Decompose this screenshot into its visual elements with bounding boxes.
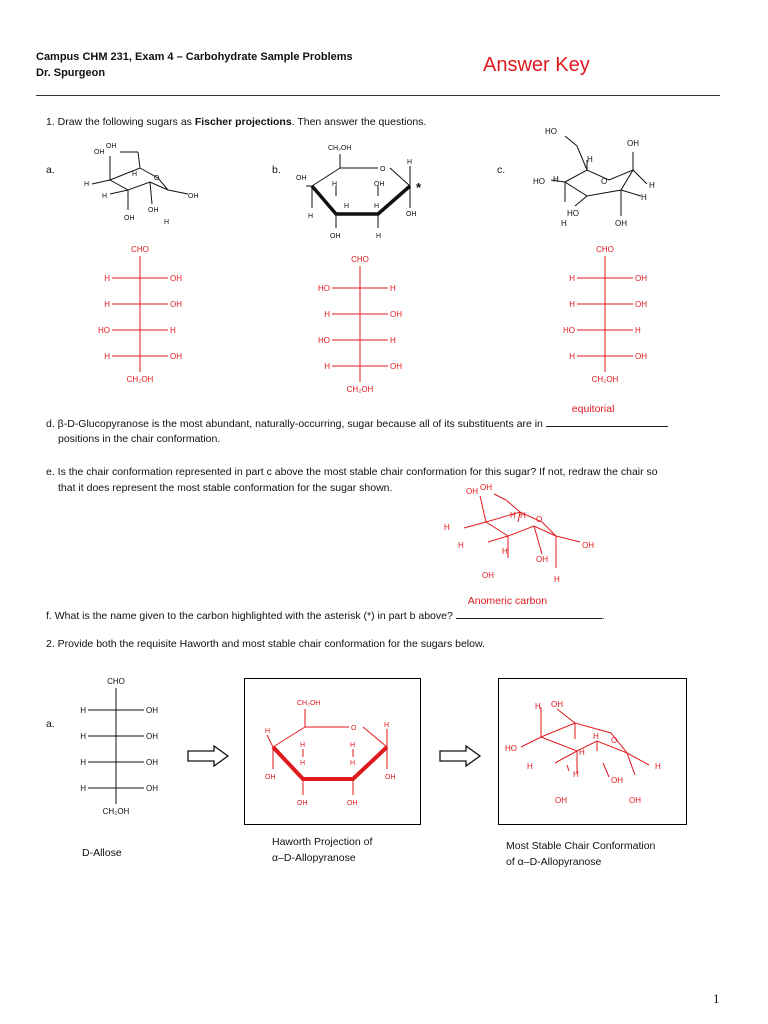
- q1d-line2: positions in the chair conformation.: [58, 433, 221, 445]
- e-oh-label: OH: [582, 541, 594, 550]
- fischer-left-group: H: [569, 352, 575, 361]
- q2-prompt: 2. Provide both the requisite Haworth and most stable chair conformation for the sugars below.: [46, 638, 485, 650]
- fischer-right-group: OH: [170, 352, 182, 361]
- fischer-bottom-group: CH₂OH: [126, 375, 154, 384]
- structure-c-chair: [525, 124, 675, 234]
- chair-oh: OH: [629, 796, 641, 805]
- b-h-label: H: [407, 159, 413, 166]
- haworth-h: H: [350, 742, 356, 749]
- chair-h: H: [593, 732, 599, 741]
- c-ho-label: HO: [567, 209, 579, 218]
- sugar-name: D-Allose: [82, 847, 122, 859]
- course-title: Campus CHM 231, Exam 4 – Carbohydrate Sample Problems: [36, 51, 353, 63]
- e-h-label: H: [458, 541, 464, 550]
- a-oh-label: OH: [94, 149, 105, 156]
- q1d-answer: equitorial: [571, 403, 615, 415]
- fischer-top-group: CHO: [351, 255, 369, 264]
- fischer-left-group: H: [80, 706, 86, 715]
- fischer-left-group: HO: [98, 326, 110, 335]
- fischer-c: [545, 240, 665, 385]
- q1f-answer: Anomeric carbon: [467, 595, 548, 607]
- fischer-right-group: OH: [146, 732, 158, 741]
- a-h-label: H: [102, 193, 108, 200]
- q1-prompt-pre: 1. Draw the following sugars as: [46, 116, 195, 128]
- c-h-label: H: [587, 155, 593, 164]
- b-h-label: H: [376, 233, 382, 240]
- haworth-h: H: [300, 760, 306, 767]
- c-h-label: H: [641, 193, 647, 202]
- c-oh-label: OH: [627, 139, 639, 148]
- haworth-o: O: [351, 725, 357, 732]
- b-oh-label: OH: [374, 181, 385, 188]
- q1-prompt-bold: Fischer projections: [194, 116, 292, 128]
- b-oh-label: OH: [296, 175, 307, 182]
- c-h-label: H: [561, 219, 567, 228]
- e-oh-label: OH: [482, 571, 494, 580]
- fischer-b: [300, 250, 420, 395]
- chair-h: H: [535, 702, 541, 711]
- haworth-allopyranose: [245, 679, 420, 824]
- fischer-left-group: H: [324, 310, 330, 319]
- fischer-right-group: H: [390, 284, 396, 293]
- a-oh-label: OH: [188, 193, 199, 200]
- q1e-line2: that it does represent the most stable conformation for the sugar shown.: [58, 482, 393, 494]
- e-oh-label: OH: [536, 555, 548, 564]
- c-ho-label: HO: [545, 127, 557, 136]
- b-h-label: H: [374, 203, 380, 210]
- answer-key-title: Answer Key: [483, 54, 590, 76]
- b-h-label: H: [332, 181, 338, 188]
- q1-label-a: a.: [46, 164, 55, 176]
- a-h-label: H: [84, 181, 90, 188]
- b-oh-label: OH: [406, 211, 417, 218]
- fischer-left-group: H: [80, 784, 86, 793]
- a-oh-label: OH: [124, 215, 135, 222]
- header-rule: [36, 95, 720, 96]
- fischer-bottom-group: CH₂OH: [591, 375, 619, 384]
- fischer-left-group: H: [104, 352, 110, 361]
- fischer-right-group: H: [635, 326, 641, 335]
- fischer-bottom-group: CH₂OH: [346, 385, 374, 394]
- fischer-left-group: HO: [563, 326, 575, 335]
- fischer-right-group: OH: [635, 352, 647, 361]
- structure-b-haworth: [292, 140, 432, 240]
- haworth-oh: OH: [265, 774, 276, 781]
- chair-ho: HO: [505, 744, 517, 753]
- fischer-right-group: H: [170, 326, 176, 335]
- fischer-right-group: OH: [146, 784, 158, 793]
- chair-allopyranose: [499, 679, 686, 824]
- a-oh-label: OH: [148, 207, 159, 214]
- e-h-label: H: [510, 511, 516, 520]
- fischer-right-group: OH: [390, 310, 402, 319]
- haworth-oh: OH: [297, 800, 308, 807]
- c-ho-label: HO: [533, 177, 545, 186]
- q1f-period: .: [601, 610, 605, 622]
- e-h-label: H: [502, 547, 508, 556]
- structure-a-chair: [70, 138, 210, 228]
- fischer-right-group: OH: [146, 758, 158, 767]
- haworth-oh: OH: [385, 774, 396, 781]
- haworth-answer-box: [244, 678, 421, 825]
- fischer-left-group: H: [569, 274, 575, 283]
- haworth-h: H: [384, 722, 390, 729]
- e-oh-label: OH: [466, 487, 478, 496]
- e-oh-label: OH: [480, 483, 492, 492]
- chair-answer-box: [498, 678, 687, 825]
- haworth-caption-2: α–D-Allopyranose: [272, 852, 356, 864]
- fischer-left-group: HO: [318, 284, 330, 293]
- q1f-line: [46, 595, 605, 624]
- chair-h: H: [655, 762, 661, 771]
- haworth-ch2oh: CH₂OH: [297, 700, 321, 707]
- instructor-name: Dr. Spurgeon: [36, 67, 106, 79]
- haworth-h: H: [350, 760, 356, 767]
- b-oh-label: OH: [330, 233, 341, 240]
- c-oh-label: OH: [615, 219, 627, 228]
- e-h-label: H: [554, 575, 560, 584]
- a-o-label: O: [154, 175, 160, 182]
- fischer-top-group: CHO: [596, 245, 614, 254]
- a-oh-label: OH: [106, 143, 117, 150]
- fischer-left-group: H: [80, 732, 86, 741]
- page-number: 1: [713, 991, 720, 1006]
- fischer-left-group: H: [569, 300, 575, 309]
- q1d-line1: [46, 403, 746, 432]
- fischer-right-group: OH: [170, 274, 182, 283]
- fischer-a: [80, 240, 200, 385]
- haworth-oh: OH: [347, 800, 358, 807]
- chair-oh: OH: [555, 796, 567, 805]
- fischer-left-group: H: [104, 274, 110, 283]
- fischer-top-group: CHO: [107, 677, 125, 686]
- c-h-label: H: [553, 175, 559, 184]
- fischer-right-group: H: [390, 336, 396, 345]
- chair-h: H: [573, 770, 579, 779]
- chair-oh: OH: [611, 776, 623, 785]
- fischer-right-group: OH: [146, 706, 158, 715]
- q1d-text: d. β-D-Glucopyranose is the most abundant, naturally-occurring, sugar because all of its substituents are in: [46, 418, 543, 430]
- chair-o: O: [611, 736, 618, 745]
- fischer-right-group: OH: [635, 274, 647, 283]
- haworth-caption-1: Haworth Projection of: [272, 836, 373, 848]
- b-o-label: O: [380, 166, 386, 173]
- fischer-top-group: CHO: [131, 245, 149, 254]
- q1-prompt-post: . Then answer the questions.: [291, 116, 427, 128]
- fischer-right-group: OH: [635, 300, 647, 309]
- fischer-right-group: OH: [170, 300, 182, 309]
- e-h-label: H: [444, 523, 450, 532]
- haworth-h: H: [300, 742, 306, 749]
- anomeric-asterisk: *: [416, 180, 422, 195]
- fischer-allose: [56, 672, 176, 834]
- b-h-label: H: [344, 203, 350, 210]
- chair-h: H: [527, 762, 533, 771]
- fischer-left-group: HO: [318, 336, 330, 345]
- arrow-right-icon: [186, 744, 232, 768]
- q1e-chair-answer: [440, 478, 610, 586]
- chair-caption-2: of α–D-Allopyranose: [506, 856, 602, 868]
- fischer-left-group: H: [324, 362, 330, 371]
- q1f-text: f. What is the name given to the carbon highlighted with the asterisk (*) in part b above?: [46, 610, 453, 622]
- e-o-label: O: [536, 515, 543, 524]
- fischer-right-group: OH: [390, 362, 402, 371]
- q1-prompt: [46, 114, 426, 130]
- chair-h: H: [579, 748, 585, 757]
- chair-caption-1: Most Stable Chair Conformation: [506, 840, 656, 852]
- q1-label-c: c.: [497, 164, 506, 176]
- c-h-label: H: [649, 181, 655, 190]
- c-o-label: O: [601, 177, 608, 186]
- e-h-label: H: [520, 511, 526, 520]
- q1d-answer-blank[interactable]: [546, 403, 668, 427]
- q1e-line1: e. Is the chair conformation represented in part c above the most stable chair conformation for this sugar? If not, redraw the chair so: [46, 466, 658, 478]
- q2-label-a: a.: [46, 718, 55, 730]
- q1f-answer-blank[interactable]: [456, 595, 602, 619]
- arrow-right-icon: [438, 744, 484, 768]
- fischer-left-group: H: [80, 758, 86, 767]
- a-h-label: H: [164, 219, 170, 226]
- a-h-label: H: [132, 171, 138, 178]
- fischer-left-group: H: [104, 300, 110, 309]
- fischer-bottom-group: CH₂OH: [102, 807, 130, 816]
- chair-oh: OH: [551, 700, 563, 709]
- b-ch2oh-label: CH₂OH: [328, 145, 352, 152]
- q1-label-b: b.: [272, 164, 281, 176]
- haworth-h: H: [265, 728, 271, 735]
- b-h-label: H: [308, 213, 314, 220]
